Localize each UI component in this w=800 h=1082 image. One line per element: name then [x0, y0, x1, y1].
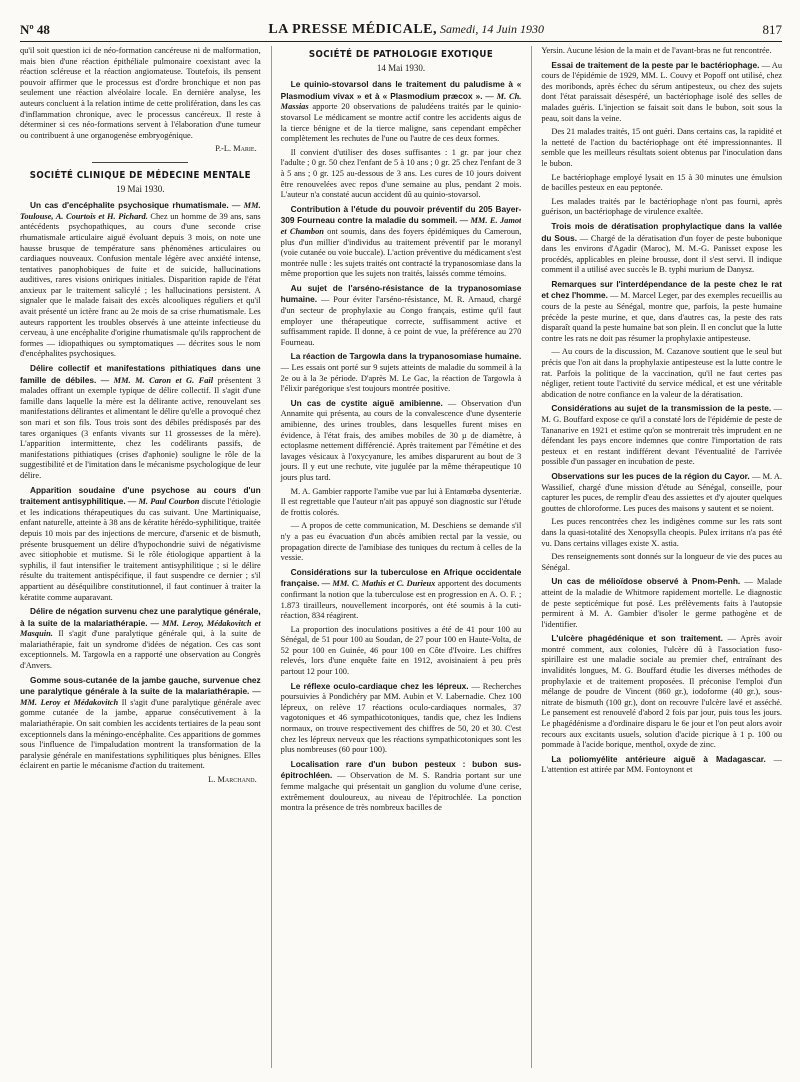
- article: [281, 204, 522, 280]
- issue-date: Samedi, 14 Juin 1930: [437, 22, 545, 36]
- society-heading: SOCIÉTÉ DE PATHOLOGIE EXOTIQUE: [308, 49, 494, 60]
- article-title: Localisation rare d'un bubon pesteux : bubon sus-épitrochléen.: [280, 758, 522, 781]
- article: [541, 754, 782, 776]
- column-2: [271, 46, 522, 1068]
- session-date: 14 Mai 1930.: [376, 62, 426, 73]
- article-title: Un cas de mélioïdose observé à Pnom-Penh.: [551, 576, 741, 587]
- paragraph: Yersin. Aucune lésion de la main et de l'avant-bras ne fut rencontrée.: [541, 46, 772, 55]
- paragraph: Il convient d'utiliser des doses suffisantes : 1 gr. par jour chez l'adulte ; 0 gr. 50 chez l'enfant de 5 à 10 ans ; 0 gr. 25 chez l'enfant de 3 à 5 ans ; 0 gr. 125 au-dessous de 3 ans. Les cures de 10 jours doivent être renouvelées avec repos d'une semaine au plus, pendant 2 mois. L'auteur n'a constaté aucun accident dû au quinio-stovarsol.: [280, 147, 522, 200]
- article-body: — Observation de M. S. Randria portant sur une femme malgache qui présentait un ganglion du volume d'une cerise, extrêmement douloureux, au niveau de l'épitrochlée. La ponction montra la présence de très nombreux bacilles de: [280, 771, 522, 813]
- article-title: Apparition soudaine d'une psychose au cours d'un traitement antisyphilitique.: [20, 484, 261, 507]
- paragraph: Des renseignements sont donnés sur la longueur de vie des puces au Sénégal.: [541, 552, 783, 572]
- article-body: apporte 20 observations de paludéens traités par le quinio-stovarsol Le médicament se montre actif contre les accidents aigus de la tierce bénigne et de la tierce maligne, sans cependant empêcher complètement les rechutes de l'une ou l'autre de ces deux formes.: [280, 102, 522, 144]
- article-authors: — Les essais ont porté sur 9 sujets: [280, 363, 399, 373]
- paragraph: Des 21 malades traités, 15 ont guéri. Dans certains cas, la rapidité et la netteté de l'action du bactériophage ont été impressionnantes. Il semble que les meilleurs résultats soient obtenus par l'inoculation dans le bubon.: [541, 127, 783, 168]
- article: [541, 576, 782, 630]
- article-body: discute l'étiologie et les indications thérapeutiques du cas suivant. Une Martiniquaise, enfant naturelle, atteinte à 38 ans de kératite hérédo-syphilitique, traitée depuis 10 mois par des injections de mercure, d'arsenic et de bismuth, présente brusquement un délire d'hypochondrie suivi de négativisme avec sitiophobie et mutisme. Si le rôle étiologique appartient à la syphilis, il faut intensifier le traitement antisyphilitique ; si le délire résulte du traitement antispécifique, il faut suspendre ce dernier ; s'il appartient au déséquilibre constitutionnel, il faut continuer à traiter la kératite comme auparavant.: [20, 497, 261, 602]
- article-authors: — MM. Leroy et Médakovitch: [20, 687, 261, 707]
- article-title: Le quinio-stovarsol dans le traitement du paludisme à « Plasmodium vivax » et à « Plasmodium præcox ».: [280, 79, 522, 101]
- article: [20, 485, 261, 604]
- article-authors: — M. Ch. Massias: [280, 91, 522, 112]
- article-title: Observations sur les puces de la région du Cayor.: [551, 470, 750, 481]
- article: [281, 681, 522, 756]
- article-body: ont soumis, dans des foyers épidémiques du Cameroun, plus d'un millier d'individus au traitement préventif par le moranyl (voie cutanée ou voie buccale). L'action préventive du médicament s'est montrée nulle : les sujets traités ont contracté la trypanosomiase dans la même proportion que les sujets non traités, laissés comme témoins.: [280, 226, 522, 279]
- paragraph: La proportion des inoculations positives a été de 41 pour 100 au Sénégal, de 51 pour 100 au Soudan, de 27 pour 100 en Haute-Volta, de 52 pour 100 en Guinée, 46 pour 100 en Côte d'Ivoire. Les chiffres relevés, lors d'une enquête faite en 1912, avoisinaient à peu près partout 12 pour 100.: [280, 624, 522, 677]
- article: [281, 398, 522, 484]
- journal-name: LA PRESSE MÉDICALE,: [268, 22, 438, 37]
- article: [20, 675, 261, 772]
- article-title: Délire collectif et manifestations pithiatiques dans une famille de débiles.: [20, 363, 261, 385]
- article-title: Considérations sur la tuberculose en Afrique occidentale française.: [280, 566, 522, 589]
- society-heading: SOCIÉTÉ CLINIQUE DE MÉDECINE MENTALE: [29, 169, 251, 181]
- article-body: chargé d'un secteur de prophylaxie au Congo français, estime qu'il faut employer une thérapeutique correcte, suffisamment active et suffisamment rapide. Il donne, à ce point de vue, la préférence au 270 Fourneau.: [280, 295, 522, 347]
- article: [20, 606, 261, 672]
- article-title: Délire de négation survenu chez une paralytique générale, à la suite de la malariathérapie.: [20, 606, 261, 628]
- columns: [20, 46, 782, 1068]
- article-body: — Chargé de la dératisation d'un foyer de peste bubonique dans les environs d'Agadir (Maroc), M. M.-G. Panisset expose les procédés, applicables en pleine brousse, dont il s'est servi. Il indique comment il a utilisé avec succès le B. typhi murium de Danysz.: [541, 233, 783, 275]
- article-title: Gomme sous-cutanée de la jambe gauche, survenue chez une paralytique générale à la suite de la malariathérapie.: [20, 674, 261, 697]
- article: [281, 79, 522, 145]
- paragraph: Les puces rencontrées chez les indigènes comme sur les rats sont dans la quasi-totalité des Xenopsylla cheopis. Pulex irritans n'a pas été vu. Dans certains villages existe X. astia.: [541, 517, 783, 548]
- article-title: La réaction de Targowla dans la trypanosomiase humaine.: [290, 351, 522, 362]
- article-title: La poliomyélite antérieure aiguë à Madagascar.: [551, 753, 766, 764]
- article-body: Il s'agit d'une paralytique générale qui, à la suite de malariathérapie, fait un syndrome d'idées de négation. Ces cas sont exceptionnels. M. Targowla en a rapporté une observation au Congrès d'Anvers.: [20, 629, 261, 671]
- article-body: — L'attention est attirée par MM. Fontoynont et: [541, 754, 783, 775]
- paragraph: qu'il soit question ici de néo-formation cancéreuse ni de malformation, mais bien d'une réaction épithéliale pulmonaire coexistant avec la réaction scléreuse et la réaction angiomateuse. Toutefois, ils pensent pouvoir affirmer que le processus est d'ordre bronchique et non pas seulement une réaction alvéolaire locale. En dernière analyse, les auteurs concluent à la relation intime de cette prolifération, dans les cas d'inflammation chronique, avec le processus cancéreux. Il reste à déterminer si ces néo-formations servent à l'élaboration d'une tumeur ou contribuent à une organogenèse embryogénique.: [20, 46, 261, 140]
- masthead: [20, 14, 782, 42]
- paragraph: — A propos de cette communication, M. Deschiens se demande s'il n'y a pas eu évacuation d'un abcès amibien rectal par la vessie, ou propagation directe de l'amibiase des tuniques du rectum à celles de la vessie.: [280, 521, 522, 563]
- divider: [92, 162, 188, 163]
- signature: L. Marchand.: [208, 775, 257, 784]
- article-authors: — MM. E. Jamot et Chambon: [280, 216, 522, 236]
- paragraph: Les malades traités par le bactériophage n'ont pas fourni, après guérison, un bactériophage de virulence exaltée.: [541, 196, 783, 217]
- article-title: Contribution à l'étude du pouvoir préventif du 205 Bayer-309 Fourneau contre la maladie du sommeil.: [280, 203, 522, 226]
- article: [281, 567, 522, 622]
- article-body: Il s'agit d'une paralytique générale avec gomme cutanée de la jambe, apparue consécutivement à la malariathérapie. On sait combien les accidents tertiaires de la peau sont exceptionnels dans la méningo-encéphalite. Ces apparitions de gommes sous l'influence de l'impaludation montrent la transformation de la paralysie générale en manifestations syphilitiques plus bénignes. Elles éclairent en partie le mécanisme d'action du traitement.: [20, 697, 261, 771]
- article-title: Au sujet de l'arséno-résistance de la trypanosomiase humaine.: [280, 282, 522, 305]
- article-body: — Après avoir montré comment, aux colonies, l'ulcère dû à l'association fuso-spirillaire est une maladie sociale au premier chef, entraînant des invalidités longues, M. G. Bouffard étudie les diverses méthodes de prophylaxie et de traitement proposées. Il préconise l'emploi d'un mélange de poudre de Vincent (860 gr.), iodoforme (40 gr.), sous-nitrate de bismuth (100 gr.), dont on recouvre l'ulcère lavé et asséché. Le pansement est renouvelé d'abord 2 fois par jour, puis tous les jours. Le phagédénisme a d'ordinaire disparu le 6e jour et l'on peut alors avoir recours aux excitants usuels, solution d'acide picrique à 1 p. 100 ou pommade à l'acide borique, menthol, oxyde de zinc.: [541, 634, 783, 750]
- issue-number: Nº 48: [20, 22, 50, 37]
- article-title: Un cas d'encéphalite psychosique rhumatismale.: [30, 200, 229, 211]
- article: [541, 471, 782, 514]
- column-3: [531, 46, 782, 1068]
- article-authors: — MM. C. Mathis et C. Durieux: [321, 579, 436, 589]
- article: [541, 633, 782, 751]
- article-body: — Recherches poursuivies à Pondichéry par MM. Aubin et V. Labernadie. Chez 100 lépreux, on relève 17 réactions oculo-cardiaques normales, 37 vagotoniques et 46 sympathicotoniques, tandis que, chez les Indiens normaux, on trouve respectivement des chiffres de 50, 20 et 30. C'est chez les lépreux nerveux que les réactions sympathicotoniques sont les plus nombreuses (60 pour 100).: [280, 681, 522, 755]
- article-title: Trois mois de dératisation prophylactique dans la vallée du Sous.: [541, 220, 783, 243]
- article-authors: — MM. M. Caron et G. Fail: [100, 375, 214, 385]
- page-number: 817: [762, 22, 782, 37]
- article: [281, 759, 522, 814]
- session-date: 19 Mai 1930.: [116, 183, 165, 194]
- article: [541, 279, 782, 345]
- column-1: [20, 46, 261, 1068]
- article-title: Le réflexe oculo-cardiaque chez les lépreux.: [290, 680, 469, 691]
- article-authors: — M. Paul Courbon: [127, 497, 200, 507]
- article: [20, 363, 261, 482]
- article-authors: — MM. Toulouse, A. Courtois et H. Pichard.: [20, 201, 261, 221]
- journal-title: [268, 22, 544, 38]
- article: [20, 200, 261, 360]
- signature: P.-L. Marie.: [215, 144, 257, 154]
- article-authors: — Pour éviter l'arséno-résistance, M. R. Arnaud,: [321, 295, 496, 305]
- article-body: atteints de maladie du sommeil à la 2e ou à la 3e période. D'après M. Le Gac, la réaction de Targowla à l'élixir parégorique s'est toujours montrée positive.: [280, 363, 522, 394]
- article-body: — Malade atteint de la maladie de Whitmore rapidement mortelle. Le diagnostic de peste septicémique fut posé. Les prélèvements faits à l'autopsie permirent à M. A. Gambier d'isoler le germe pathogène et de l'identifier.: [541, 577, 783, 629]
- article-title: Remarques sur l'interdépendance de la peste chez le rat et chez l'homme.: [541, 278, 783, 301]
- article: [541, 60, 782, 125]
- article-title: L'ulcère phagédénique et son traitement.: [551, 633, 723, 644]
- article-body: — M. G. Bouffard expose ce qu'il a constaté lors de l'épidémie de peste de Tananarive en 1921 et estime qu'on se montrerait très imprudent en ne défendant les pays encore indemnes que contre l'importation de rats pesteux et en restant indifférent devant l'éventualité de l'arrivée possible d'un passager en incubation de peste.: [541, 404, 783, 467]
- article-body: Chez un homme de 39 ans, sans antécédents psychopathiques, au cours d'une seconde crise rhumatismale articulaire aiguë évoluant depuis 3 mois, on note une hausse brusque de température sans phénomènes articulaires ou cardiaques nouveaux. Confusion mentale légère avec anxiété intense, tentatives panophobiques de fuite et de suicide, hallucinations auditives, rares visions oniriques initiales. Disparition rapide de l'état anxieux par le traitement salicylé ; les hallucinations persistent. A signaler que le malade faisait des excès alcooliques réguliers et qu'il avait présenté un ictère franc au 2e mois de sa crise rhumatismale. Les auteurs rapportent les troubles observés à une atteinte infectieuse du cerveau, à une encéphalite d'origine rhumatismale qu'ils rapprochent de formes — idiopathiques ou symptomatiques — décrites sous le nom d'encéphalites psychosiques.: [20, 211, 261, 359]
- paragraph: M. A. Gambier rapporte l'amibe vue par lui à Entamœba dysenteriæ. Il est regrettable que l'auteur n'ait pas appuyé son diagnostic sur l'étude de frottis colorés.: [280, 486, 522, 517]
- paragraph: Le bactériophage employé lysait en 15 à 30 minutes une émulsion de bacilles pesteux en eau peptonée.: [541, 172, 783, 193]
- article: [541, 403, 782, 468]
- article-title: Essai de traitement de la peste par le bactériophage.: [551, 59, 760, 70]
- article-body: apportent des documents confirmant la notion que la tuberculose est en progression en A. O. F. ; 1.873 tirailleurs, nouvellement incorporés, ont été soumis à la cuti-réaction, 834 réagirent.: [280, 579, 522, 621]
- article: [281, 283, 522, 349]
- article-body: — Observation d'un Annamite qui présenta, au cours de la convalescence d'une dysenterie amibienne, des urines troubles, dans lesquelles furent mises en évidence, à l'état frais, des amibes mobiles de 30 µ de diamètre, à ectoplasme nettement différencié. Après traitement par l'émétine et des lavages vésicaux à l'oxycyanure, les amibes disparurent au bout de 3 jours. Il y eut une rechute, vite jugulée par la même thérapeutique 10 jours plus tard.: [280, 398, 522, 482]
- article-title: Considérations au sujet de la transmission de la peste.: [551, 403, 772, 414]
- article-title: Un cas de cystite aiguë amibienne.: [290, 397, 443, 408]
- article: [281, 351, 522, 394]
- paragraph: — Au cours de la discussion, M. Cazanove soutient que le seul but précis que l'on ait dans la prophylaxie antipesteuse est la lutte contre le rat. Parfois la politique de la vaccination, qu'il ne faut certes pas négliger, retient toute l'activité du service médical, et est une véritable abdication de notre confiance en la valeur de la dératisation.: [541, 347, 783, 399]
- article-body: — M. A. Wassilief, chargé d'une mission d'étude au Sénégal, conseille, pour capturer les puces, de remplir d'eau des assiettes et d'y ajouter quelques gouttes de chloroforme. Les puces des maisons y sautent et se noient.: [541, 471, 783, 513]
- article: [541, 221, 782, 276]
- article-body: — Au cours de l'épidémie de 1929, MM. L. Couvy et Popoff ont utilisé, chez des moribonds, après échec du sérum antipesteux, ou chez des sujets dont l'état paraissait désespéré, un bactériophage isolé des selles de malades guéris. L'injection se faisait soit dans le bubon, soit sous la peau, soit dans la veine.: [541, 60, 783, 123]
- article-body: présentent 3 malades offrant un exemple typique de délire collectif. Il s'agit d'une famille dans laquelle la mère est la délirante active, renouvelant ses manifestations délirantes et alimentant le délire qu'elle a provoqué chez son mari et son fils. Tous trois sont des débiles prédisposés par des tares organiques (3 enfants vivants sur 11 grossesses de la mère). L'apparition intermittente, chez les codélirants passifs, de manifestations pithiatiques (crises d'aphonie) souligne le rôle de la suggestibilité et de l'imitation dans le mécanisme psychologique de leur délire.: [20, 375, 261, 480]
- article-body: — M. Marcel Leger, par des exemples recueillis au cours de la peste au Sénégal, montre que, parfois, la peste humaine précède la peste murine, et que, dans d'autres cas, la peste des rats disparaît quand la peste humaine bat son plein. Il en conclut que la lutte contre les rats ne doit pas résumer la prophylaxie antipesteuse.: [541, 291, 783, 343]
- article-authors: — MM. Leroy, Médakovitch et Masquin.: [20, 618, 261, 639]
